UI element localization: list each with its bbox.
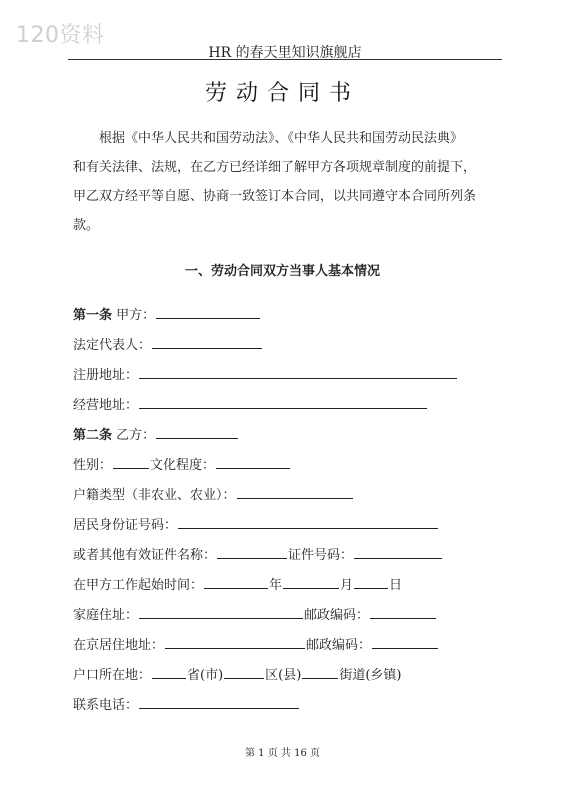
beijing-address-row [73,634,439,653]
postcode-label: 邮政编码： [306,638,372,653]
hukou-location-row [73,664,401,683]
street-label: 街道(乡镇) [339,668,402,683]
legal-rep-blank[interactable] [152,335,262,349]
legal-rep-label: 法定代表人： [73,338,152,353]
year-label: 年 [269,578,283,593]
id-number-blank[interactable] [178,515,438,529]
home-address-row [73,604,437,623]
other-id-row [73,544,443,563]
party-a-blank[interactable] [156,305,260,319]
cert-no-blank[interactable] [354,545,442,559]
biz-address-row [73,394,428,413]
page-number: 第 1 页 共 16 页 [245,748,320,759]
reg-address-blank[interactable] [139,365,457,379]
reg-address-label: 注册地址： [73,368,139,383]
phone-row [73,694,300,713]
beijing-address-blank[interactable] [165,635,305,649]
reg-address-row [73,364,458,383]
intro-line: 甲乙双方经平等自愿、协商一致签订本合同，以共同遵守本合同所列条 [73,189,477,204]
gender-education-row [73,454,291,473]
phone-label: 联系电话： [73,698,139,713]
hukou-type-blank[interactable] [237,485,353,499]
phone-blank[interactable] [139,695,299,709]
start-time-row [73,574,402,593]
other-id-label: 或者其他有效证件名称： [73,548,217,563]
biz-address-label: 经营地址： [73,398,139,413]
article-label: 第一条 [73,308,113,323]
education-label: 文化程度： [150,458,216,473]
intro-line: 款。 [73,218,100,233]
hukou-type-label: 户籍类型（非农业、农业）： [73,488,236,503]
beijing-postcode-blank[interactable] [372,635,438,649]
hukou-type-row [73,484,354,503]
intro-line: 和有关法律、法规，在乙方已经详细了解甲方各项规章制度的前提下， [73,160,477,175]
page-header: HR 的春天里知识旗舰店 [208,45,362,61]
party-a-row [73,304,261,323]
biz-address-blank[interactable] [139,395,427,409]
gender-blank[interactable] [113,455,149,469]
district-label: 区(县) [265,668,302,683]
party-a-label: 甲方： [116,308,156,323]
start-year-blank[interactable] [204,575,268,589]
province-label: 省(市) [187,668,224,683]
month-label: 月 [340,578,354,593]
article-label: 第二条 [73,428,113,443]
watermark-text: 120资料 [16,23,105,48]
intro-paragraph [73,124,498,240]
education-blank[interactable] [216,455,290,469]
home-address-label: 家庭住址： [73,608,139,623]
document-title: 劳动合同书 [204,81,360,106]
section-title: 一、劳动合同双方当事人基本情况 [184,264,380,279]
day-label: 日 [389,578,403,593]
start-time-label: 在甲方工作起始时间： [73,578,204,593]
intro-line: 根据《中华人民共和国劳动法》、《中华人民共和国劳动民法典》 [99,131,464,146]
id-number-row [73,514,439,533]
home-postcode-blank[interactable] [370,605,436,619]
party-b-row [73,424,239,443]
party-b-blank[interactable] [156,425,238,439]
other-id-blank[interactable] [217,545,287,559]
legal-rep-row [73,334,263,353]
district-blank[interactable] [224,665,264,679]
cert-no-label: 证件号码： [288,548,354,563]
hukou-location-label: 户口所在地： [73,668,152,683]
start-day-blank[interactable] [354,575,388,589]
postcode-label: 邮政编码： [304,608,370,623]
gender-label: 性别： [73,458,113,473]
start-month-blank[interactable] [283,575,339,589]
home-address-blank[interactable] [139,605,303,619]
id-number-label: 居民身份证号码： [73,518,178,533]
beijing-address-label: 在京居住地址： [73,638,165,653]
street-blank[interactable] [302,665,338,679]
header-divider [68,59,502,60]
party-b-label: 乙方： [116,428,156,443]
province-blank[interactable] [152,665,186,679]
